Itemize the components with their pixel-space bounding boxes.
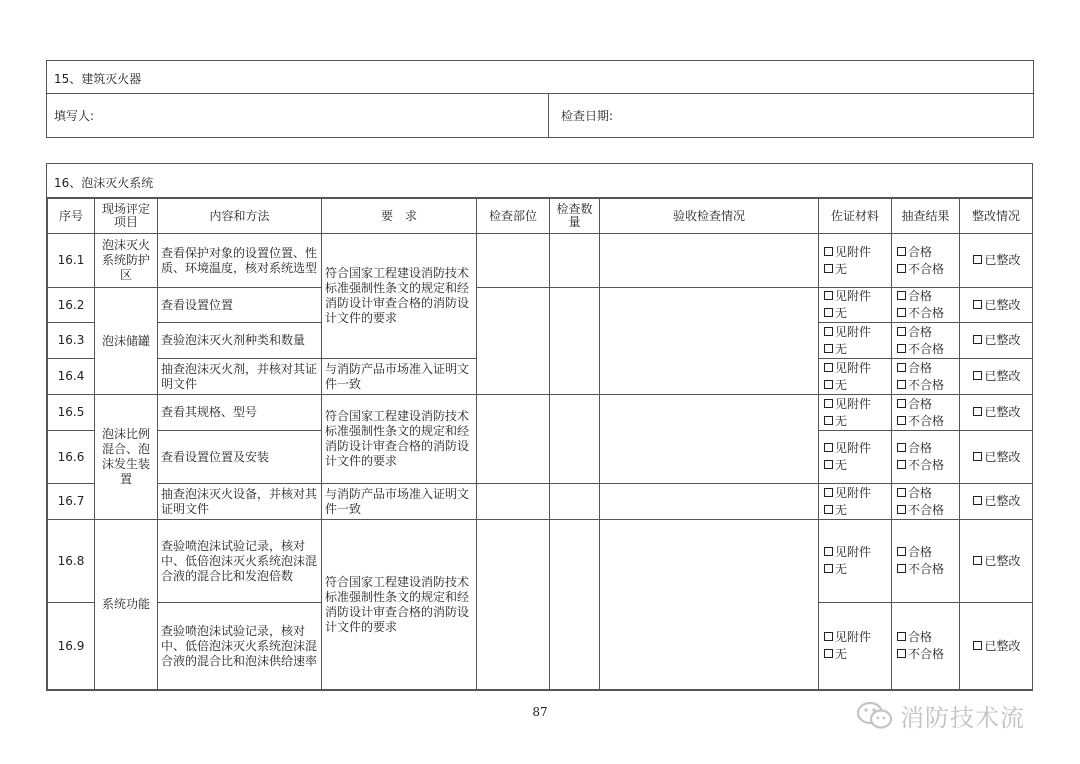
option-line — [963, 404, 1029, 421]
header-no: 序号 — [48, 199, 95, 234]
rectified-checkbox[interactable] — [973, 335, 982, 344]
row-number: 16.4 — [48, 359, 95, 395]
header-row — [48, 199, 1033, 234]
evidence-cell — [819, 234, 892, 288]
fail-checkbox[interactable] — [897, 416, 906, 425]
rectified-checkbox[interactable] — [973, 496, 982, 505]
watermark-text: 消防技术流 — [900, 704, 1025, 732]
result-cell — [892, 323, 960, 359]
content-cell: 查看设置位置及安装 — [158, 431, 322, 484]
row-number: 16.5 — [48, 395, 95, 431]
rectify-cell — [960, 288, 1033, 323]
option-line — [895, 360, 956, 377]
none-checkbox[interactable] — [824, 308, 833, 317]
rectify-cell — [960, 603, 1033, 690]
header-evidence: 佐证材料 — [819, 199, 892, 234]
page-number: 87 — [532, 705, 548, 719]
option-text: 已整改 — [984, 449, 1021, 464]
rectified-checkbox[interactable] — [973, 556, 982, 565]
option-text: 见附件 — [835, 324, 872, 339]
rectified-checkbox[interactable] — [973, 452, 982, 461]
option-line — [895, 324, 956, 341]
fail-checkbox[interactable] — [897, 505, 906, 514]
requirement-cell: 符合国家工程建设消防技术标准强制性条文的规定和经消防设计审查合格的消防设计文件的要求 — [322, 234, 477, 359]
section-16-title: 16、泡沫灭火系统 — [47, 164, 1032, 198]
table-row — [48, 234, 1033, 288]
pass-checkbox[interactable] — [897, 443, 906, 452]
option-line — [822, 457, 888, 474]
attachment-checkbox[interactable] — [824, 327, 833, 336]
option-text: 无 — [835, 458, 848, 472]
section-15-box — [46, 60, 1034, 138]
fail-checkbox[interactable] — [897, 460, 906, 469]
table-row — [48, 484, 1033, 520]
rectify-cell — [960, 234, 1033, 288]
rectify-cell — [960, 520, 1033, 603]
option-line — [822, 646, 888, 663]
option-line — [895, 561, 956, 578]
none-checkbox[interactable] — [824, 505, 833, 514]
option-text: 见附件 — [835, 441, 872, 455]
option-text: 合格 — [908, 545, 933, 559]
option-text: 无 — [835, 413, 848, 428]
content-cell: 查验喷泡沫试验记录，核对中、低倍泡沫灭火系统泡沫混合液的混合比和泡沫供给速率 — [158, 603, 322, 690]
option-line — [822, 341, 888, 358]
option-line — [822, 360, 888, 377]
location-cell[interactable] — [477, 395, 550, 484]
option-text: 合格 — [908, 396, 933, 411]
option-text: 无 — [835, 306, 848, 320]
option-line — [822, 244, 888, 261]
pass-checkbox[interactable] — [897, 632, 906, 641]
option-line — [895, 646, 956, 663]
option-text: 合格 — [908, 485, 933, 500]
pass-checkbox[interactable] — [897, 291, 906, 300]
evidence-cell — [819, 431, 892, 484]
option-text: 合格 — [908, 441, 933, 455]
fail-checkbox[interactable] — [897, 564, 906, 573]
option-line — [822, 288, 888, 305]
option-line — [895, 261, 956, 278]
option-line — [963, 449, 1029, 466]
option-text: 合格 — [908, 630, 933, 644]
rectified-checkbox[interactable] — [973, 407, 982, 416]
content-cell: 查看其规格、型号 — [158, 395, 322, 431]
option-line — [895, 288, 956, 305]
option-text: 见附件 — [835, 360, 872, 375]
option-text: 已整改 — [984, 405, 1021, 419]
option-line — [895, 502, 956, 519]
situation-cell[interactable] — [600, 234, 819, 288]
pass-checkbox[interactable] — [897, 327, 906, 336]
option-line — [963, 368, 1029, 385]
attachment-checkbox[interactable] — [824, 247, 833, 256]
option-line — [822, 544, 888, 561]
evidence-cell — [819, 520, 892, 603]
row-number: 16.2 — [48, 288, 95, 323]
section-15-title: 15、建筑灭火器 — [47, 61, 1033, 94]
pass-checkbox[interactable] — [897, 399, 906, 408]
rectified-checkbox[interactable] — [973, 641, 982, 650]
table-row — [48, 288, 1033, 323]
section-16-box — [46, 163, 1033, 691]
rectify-cell — [960, 431, 1033, 484]
none-checkbox[interactable] — [824, 344, 833, 353]
option-text: 见附件 — [835, 396, 872, 411]
option-line — [895, 544, 956, 561]
option-line — [895, 485, 956, 502]
option-text: 合格 — [908, 244, 933, 259]
evidence-cell — [819, 288, 892, 323]
rectify-cell — [960, 484, 1033, 520]
option-line — [895, 341, 956, 358]
option-line — [822, 629, 888, 646]
content-cell: 查验泡沫灭火剂种类和数量 — [158, 323, 322, 359]
option-line — [963, 297, 1029, 314]
header-rectify: 整改情况 — [960, 199, 1033, 234]
result-cell — [892, 603, 960, 690]
rectify-cell — [960, 359, 1033, 395]
evidence-cell — [819, 395, 892, 431]
header-content: 内容和方法 — [158, 199, 322, 234]
option-text: 不合格 — [908, 647, 945, 661]
option-text: 合格 — [908, 360, 933, 375]
quantity-cell[interactable] — [550, 484, 600, 520]
option-line — [963, 638, 1029, 655]
option-line — [895, 457, 956, 474]
none-checkbox[interactable] — [824, 416, 833, 425]
option-text: 见附件 — [835, 244, 872, 259]
option-line — [822, 377, 888, 394]
row-number: 16.9 — [48, 603, 95, 690]
none-checkbox[interactable] — [824, 380, 833, 389]
result-cell — [892, 288, 960, 323]
result-cell — [892, 395, 960, 431]
fail-checkbox[interactable] — [897, 380, 906, 389]
quantity-cell[interactable] — [550, 234, 600, 288]
content-cell: 抽查泡沫灭火剂，并核对其证明文件 — [158, 359, 322, 395]
option-line — [895, 244, 956, 261]
rectify-cell — [960, 323, 1033, 359]
pass-checkbox[interactable] — [897, 547, 906, 556]
filler-label: 填写人: — [47, 94, 549, 137]
requirement-cell: 符合国家工程建设消防技术标准强制性条文的规定和经消防设计审查合格的消防设计文件的要求 — [322, 520, 477, 690]
option-line — [822, 485, 888, 502]
situation-cell[interactable] — [600, 395, 819, 484]
option-text: 不合格 — [908, 458, 945, 472]
option-line — [822, 396, 888, 413]
option-line — [895, 629, 956, 646]
option-text: 已整改 — [984, 638, 1021, 653]
content-cell: 查看保护对象的设置位置、性质、环境温度，核对系统选型 — [158, 234, 322, 288]
result-cell — [892, 431, 960, 484]
option-text: 已整改 — [984, 494, 1021, 508]
option-line — [822, 440, 888, 457]
none-checkbox[interactable] — [824, 649, 833, 658]
watermark — [856, 698, 1025, 733]
row-number: 16.1 — [48, 234, 95, 288]
option-line — [895, 305, 956, 322]
quantity-cell[interactable] — [550, 395, 600, 484]
situation-cell[interactable] — [600, 520, 819, 690]
header-requirement: 要 求 — [322, 199, 477, 234]
option-text: 不合格 — [908, 306, 945, 320]
header-result: 抽查结果 — [892, 199, 960, 234]
option-text: 无 — [835, 562, 848, 576]
none-checkbox[interactable] — [824, 564, 833, 573]
requirement-cell: 与消防产品市场准入证明文件一致 — [322, 359, 477, 395]
option-text: 无 — [835, 261, 848, 276]
header-situation: 验收检查情况 — [600, 199, 819, 234]
category-cell: 系统功能 — [95, 520, 158, 690]
quantity-cell[interactable] — [550, 288, 600, 395]
option-text: 已整改 — [984, 297, 1021, 312]
fail-checkbox[interactable] — [897, 264, 906, 273]
rectified-checkbox[interactable] — [973, 255, 982, 264]
option-line — [895, 377, 956, 394]
result-cell — [892, 520, 960, 603]
option-text: 见附件 — [835, 545, 872, 559]
option-text: 见附件 — [835, 485, 872, 500]
category-cell: 泡沫比例混合、泡沫发生装置 — [95, 395, 158, 520]
evidence-cell — [819, 323, 892, 359]
wechat-icon — [856, 700, 894, 732]
option-text: 已整改 — [984, 369, 1021, 383]
option-text: 不合格 — [908, 261, 945, 276]
option-text: 合格 — [908, 289, 933, 303]
result-cell — [892, 484, 960, 520]
option-line — [963, 332, 1029, 349]
rectified-checkbox[interactable] — [973, 300, 982, 309]
option-text: 已整改 — [984, 253, 1021, 267]
option-text: 不合格 — [908, 377, 945, 392]
none-checkbox[interactable] — [824, 264, 833, 273]
header-item: 现场评定项目 — [95, 199, 158, 234]
pass-checkbox[interactable] — [897, 363, 906, 372]
option-line — [822, 305, 888, 322]
option-text: 见附件 — [835, 630, 872, 644]
quantity-cell[interactable] — [550, 520, 600, 690]
option-text: 无 — [835, 502, 848, 517]
situation-cell[interactable] — [600, 288, 819, 395]
option-line — [895, 440, 956, 457]
location-cell[interactable] — [477, 484, 550, 520]
option-line — [822, 324, 888, 341]
inspection-table — [47, 198, 1033, 690]
fail-checkbox[interactable] — [897, 344, 906, 353]
requirement-cell: 与消防产品市场准入证明文件一致 — [322, 484, 477, 520]
header-quantity: 检查数量 — [550, 199, 600, 234]
attachment-checkbox[interactable] — [824, 632, 833, 641]
option-line — [963, 553, 1029, 570]
option-text: 无 — [835, 377, 848, 392]
date-label: 检查日期: — [561, 109, 614, 123]
option-line — [822, 413, 888, 430]
location-cell[interactable] — [477, 234, 550, 288]
result-cell — [892, 234, 960, 288]
option-text: 不合格 — [908, 502, 945, 517]
table-row — [48, 395, 1033, 431]
option-text: 合格 — [908, 324, 933, 339]
location-cell[interactable] — [477, 520, 550, 690]
attachment-checkbox[interactable] — [824, 443, 833, 452]
result-cell — [892, 359, 960, 395]
category-cell: 泡沫储罐 — [95, 288, 158, 395]
row-number: 16.8 — [48, 520, 95, 603]
option-line — [895, 396, 956, 413]
option-text: 无 — [835, 647, 848, 661]
category-cell: 泡沫灭火系统防护区 — [95, 234, 158, 288]
attachment-checkbox[interactable] — [824, 399, 833, 408]
row-number: 16.3 — [48, 323, 95, 359]
attachment-checkbox[interactable] — [824, 291, 833, 300]
pass-checkbox[interactable] — [897, 247, 906, 256]
option-text: 不合格 — [908, 341, 945, 356]
table-row — [48, 520, 1033, 603]
evidence-cell — [819, 359, 892, 395]
attachment-checkbox[interactable] — [824, 488, 833, 497]
fail-checkbox[interactable] — [897, 649, 906, 658]
attachment-checkbox[interactable] — [824, 547, 833, 556]
option-line — [963, 493, 1029, 510]
option-line — [822, 261, 888, 278]
evidence-cell — [819, 484, 892, 520]
option-text: 无 — [835, 341, 848, 356]
rectified-checkbox[interactable] — [973, 371, 982, 380]
option-text: 已整改 — [984, 553, 1021, 568]
location-cell[interactable] — [477, 288, 550, 395]
option-line — [963, 252, 1029, 269]
requirement-cell: 符合国家工程建设消防技术标准强制性条文的规定和经消防设计审查合格的消防设计文件的要求 — [322, 395, 477, 484]
fail-checkbox[interactable] — [897, 308, 906, 317]
row-number: 16.7 — [48, 484, 95, 520]
option-line — [895, 413, 956, 430]
content-cell: 查验喷泡沫试验记录，核对中、低倍泡沫灭火系统泡沫混合液的混合比和发泡倍数 — [158, 520, 322, 603]
attachment-checkbox[interactable] — [824, 363, 833, 372]
evidence-cell — [819, 603, 892, 690]
option-line — [822, 561, 888, 578]
option-text: 不合格 — [908, 413, 945, 428]
option-text: 见附件 — [835, 289, 872, 303]
rectify-cell — [960, 395, 1033, 431]
situation-cell[interactable] — [600, 484, 819, 520]
header-location: 检查部位 — [477, 199, 550, 234]
content-cell: 抽查泡沫灭火设备，并核对其证明文件 — [158, 484, 322, 520]
pass-checkbox[interactable] — [897, 488, 906, 497]
option-text: 已整改 — [984, 333, 1021, 347]
option-line — [822, 502, 888, 519]
row-number: 16.6 — [48, 431, 95, 484]
content-cell: 查看设置位置 — [158, 288, 322, 323]
none-checkbox[interactable] — [824, 460, 833, 469]
option-text: 不合格 — [908, 562, 945, 576]
